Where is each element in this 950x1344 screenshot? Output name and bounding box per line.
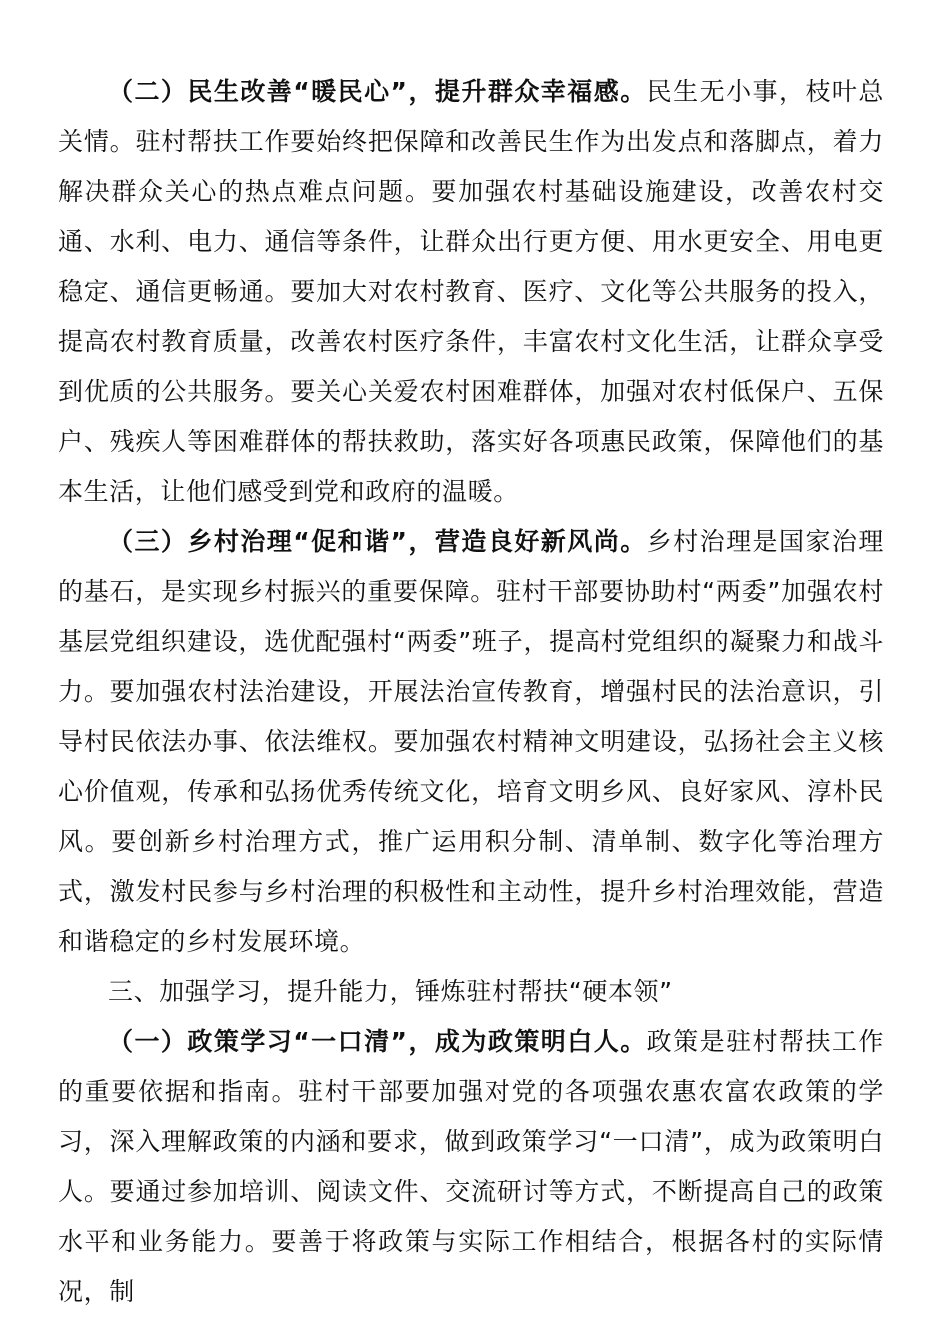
paragraph-policy-study <box>58 1017 884 1317</box>
section-heading-governance: （三）乡村治理“促和谐”，营造良好新风尚。 <box>108 527 647 556</box>
section-heading-livelihood: （二）民生改善“暖民心”，提升群众幸福感。 <box>108 77 647 106</box>
chapter-heading-text: 三、加强学习，提升能力，锤炼驻村帮扶“硬本领” <box>108 977 673 1006</box>
chapter-heading-study <box>58 967 884 1017</box>
paragraph-text: 民生无小事，枝叶总关情。驻村帮扶工作要始终把保障和改善民生作为出发点和落脚点，着力解决群众关心的热点难点问题。要加强农村基础设施建设，改善农村交通、水利、电力、通信等条件，让群众出行更方便、用水更安全、用电更稳定、通信更畅通。要加大对农村教育、医疗、文化等公共服务的投入，提高农村教育质量，改善农村医疗条件，丰富农村文化生活，让群众享受到优质的公共服务。要关心关爱农村困难群体，加强对农村低保户、五保户、残疾人等困难群体的帮扶救助，落实好各项惠民政策，保障他们的基本生活，让他们感受到党和政府的温暖。 <box>58 77 885 506</box>
paragraph-text: 乡村治理是国家治理的基石，是实现乡村振兴的重要保障。驻村干部要协助村“两委”加强农村基层党组织建设，选优配强村“两委”班子，提高村党组织的凝聚力和战斗力。要加强农村法治建设，开展法治宣传教育，增强村民的法治意识，引导村民依法办事、依法维权。要加强农村精神文明建设，弘扬社会主义核心价值观，传承和弘扬优秀传统文化，培育文明乡风、良好家风、淳朴民风。要创新乡村治理方式，推广运用积分制、清单制、数字化等治理方式，激发村民参与乡村治理的积极性和主动性，提升乡村治理效能，营造和谐稳定的乡村发展环境。 <box>58 527 885 956</box>
paragraph-text: 政策是驻村帮扶工作的重要依据和指南。驻村干部要加强对党的各项强农惠农富农政策的学习，深入理解政策的内涵和要求，做到政策学习“一口清”，成为政策明白人。要通过参加培训、阅读文件、交流研讨等方式，不断提高自己的政策水平和业务能力。要善于将政策与实际工作相结合，根据各村的实际情况，制 <box>58 1027 885 1306</box>
document-body <box>58 67 884 1317</box>
paragraph-governance <box>58 517 884 967</box>
paragraph-livelihood <box>58 67 884 517</box>
section-heading-policy-study: （一）政策学习“一口清”，成为政策明白人。 <box>108 1027 647 1056</box>
